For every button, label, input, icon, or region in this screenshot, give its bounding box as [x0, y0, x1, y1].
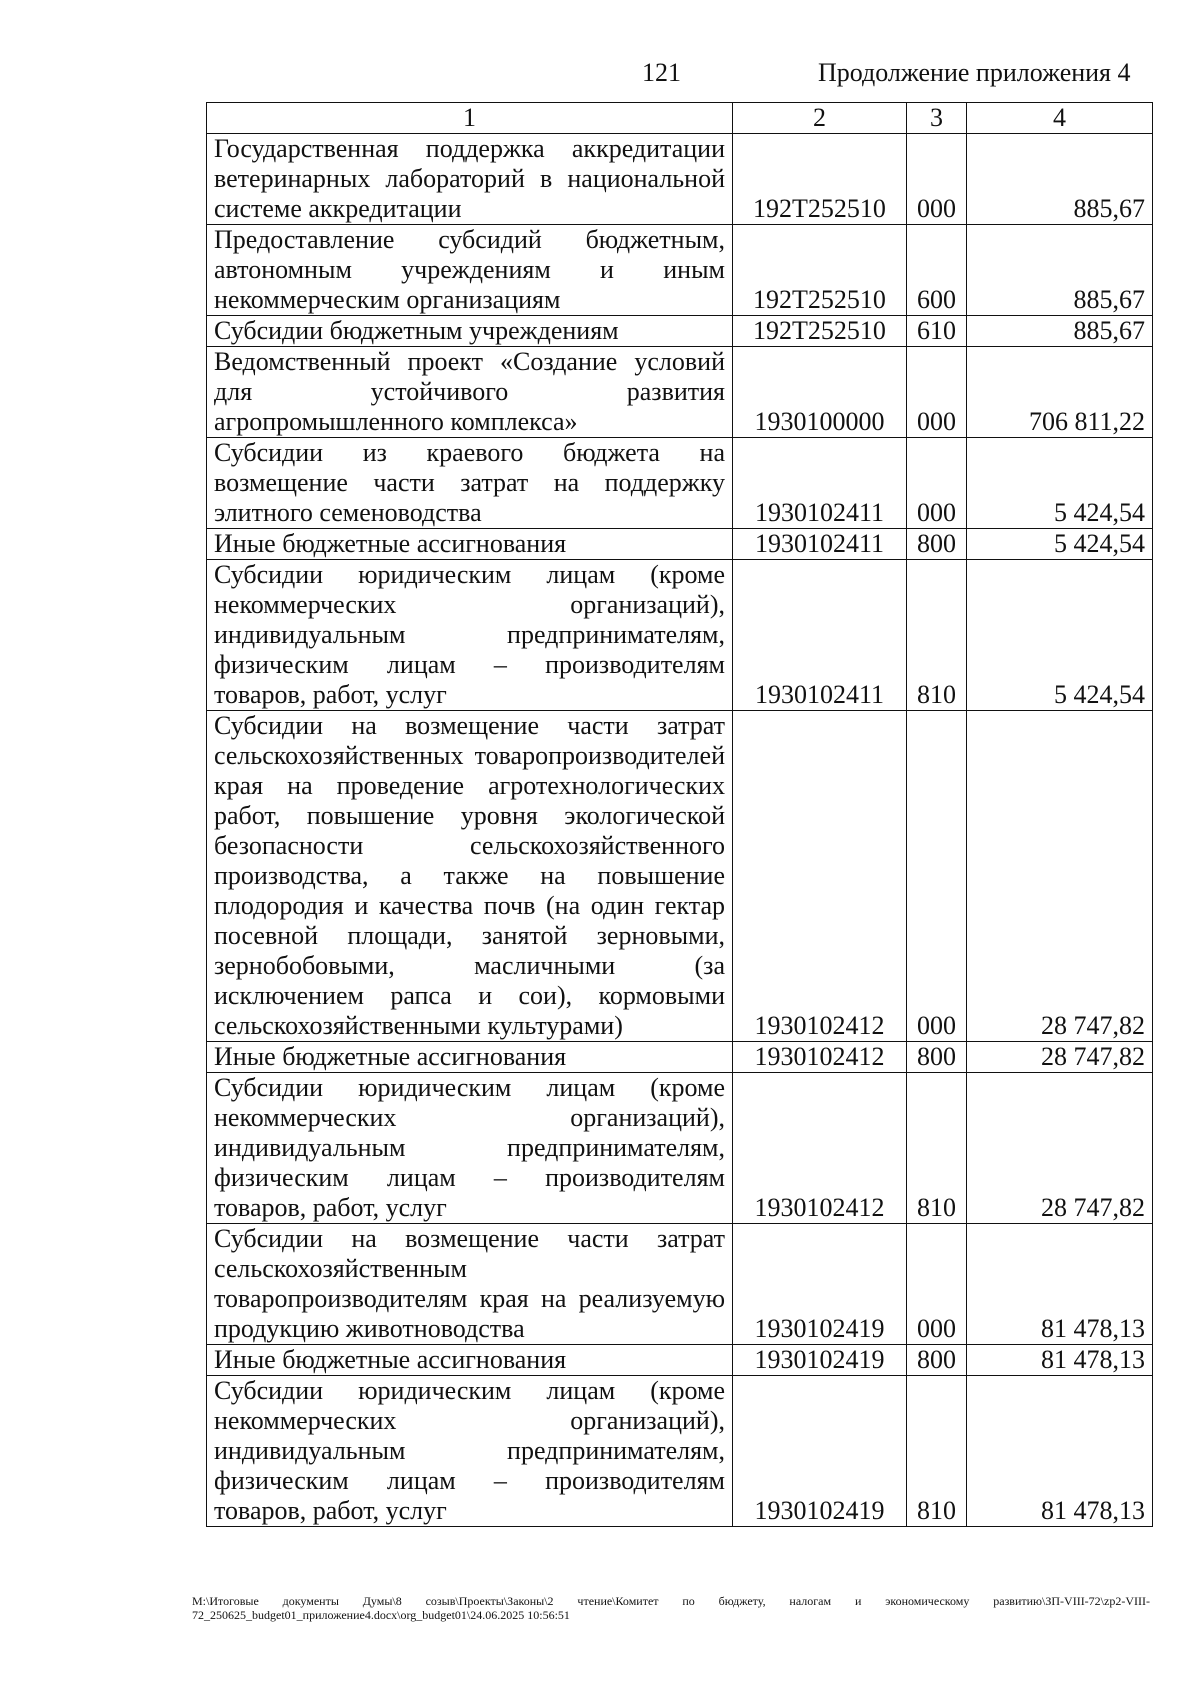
row-amount: 28 747,82	[967, 1073, 1153, 1224]
row-code: 192Т252510	[733, 134, 907, 225]
row-code: 1930102411	[733, 560, 907, 711]
table-row	[207, 529, 1153, 560]
table-row	[207, 134, 1153, 225]
row-name: Субсидии юридическим лицам (кроме некоммерческих организаций), индивидуальным предпринимателям, физическим лицам – производителям товаров, работ, услуг	[207, 1073, 733, 1224]
row-amount: 28 747,82	[967, 711, 1153, 1042]
row-kind: 000	[907, 438, 967, 529]
continuation-title: Продолжение приложения 4	[818, 58, 1131, 87]
row-kind: 600	[907, 225, 967, 316]
row-kind: 000	[907, 134, 967, 225]
row-code: 1930102412	[733, 711, 907, 1042]
row-amount: 5 424,54	[967, 438, 1153, 529]
row-kind: 810	[907, 560, 967, 711]
row-kind: 800	[907, 529, 967, 560]
budget-table	[206, 102, 1153, 1527]
row-kind: 800	[907, 1345, 967, 1376]
row-amount: 81 478,13	[967, 1376, 1153, 1527]
row-amount: 885,67	[967, 225, 1153, 316]
row-name: Предоставление субсидий бюджетным, автономным учреждениям и иным некоммерческим организациям	[207, 225, 733, 316]
row-kind: 000	[907, 347, 967, 438]
row-amount: 5 424,54	[967, 529, 1153, 560]
row-kind: 610	[907, 316, 967, 347]
table-row	[207, 316, 1153, 347]
column-header: 4	[967, 103, 1153, 134]
row-name: Иные бюджетные ассигнования	[207, 1042, 733, 1073]
row-code: 192Т252510	[733, 316, 907, 347]
row-amount: 5 424,54	[967, 560, 1153, 711]
column-header: 1	[207, 103, 733, 134]
row-amount: 706 811,22	[967, 347, 1153, 438]
row-kind: 000	[907, 711, 967, 1042]
table-row	[207, 711, 1153, 1042]
row-code: 192Т252510	[733, 225, 907, 316]
row-amount: 81 478,13	[967, 1224, 1153, 1345]
row-amount: 81 478,13	[967, 1345, 1153, 1376]
row-kind: 800	[907, 1042, 967, 1073]
row-code: 1930102411	[733, 438, 907, 529]
row-name: Иные бюджетные ассигнования	[207, 1345, 733, 1376]
row-code: 1930102419	[733, 1224, 907, 1345]
row-amount: 885,67	[967, 134, 1153, 225]
table-row	[207, 1376, 1153, 1527]
row-name: Субсидии бюджетным учреждениям	[207, 316, 733, 347]
row-kind: 000	[907, 1224, 967, 1345]
row-code: 1930102411	[733, 529, 907, 560]
table-row	[207, 1042, 1153, 1073]
table-row	[207, 225, 1153, 316]
row-kind: 810	[907, 1376, 967, 1527]
row-amount: 28 747,82	[967, 1042, 1153, 1073]
row-name: Субсидии на возмещение части затрат сельскохозяйственных товаропроизводителей края на проведение агротехнологических работ, повышение уровня экологической безопасности сельскохозяйственного производства, а также на повышение плодородия и качества почв (на один гектар посевной площади, занятой зерновыми, зернобобовыми, масличными (за исключением рапса и сои), кормовыми сельскохозяйственными культурами)	[207, 711, 733, 1042]
row-code: 1930102412	[733, 1073, 907, 1224]
row-name: Субсидии юридическим лицам (кроме некоммерческих организаций), индивидуальным предпринимателям, физическим лицам – производителям товаров, работ, услуг	[207, 1376, 733, 1527]
row-code: 1930102419	[733, 1345, 907, 1376]
file-path-footer: M:\Итоговые документы Думы\8 созыв\Проекты\Законы\2 чтение\Комитет по бюджету, налогам и экономическому развитию\ЗП-VIII-72\zp2-VIII-72_250625_budget01_приложение4.docx\org_budget01\24.06.2025 10:56:51	[192, 1594, 1150, 1622]
table-row	[207, 1224, 1153, 1345]
row-code: 1930102412	[733, 1042, 907, 1073]
row-name: Субсидии юридическим лицам (кроме некоммерческих организаций), индивидуальным предпринимателям, физическим лицам – производителям товаров, работ, услуг	[207, 560, 733, 711]
row-name: Ведомственный проект «Создание условий для устойчивого развития агропромышленного комплекса»	[207, 347, 733, 438]
row-amount: 885,67	[967, 316, 1153, 347]
row-name: Иные бюджетные ассигнования	[207, 529, 733, 560]
column-header: 2	[733, 103, 907, 134]
column-header: 3	[907, 103, 967, 134]
row-code: 1930102419	[733, 1376, 907, 1527]
row-kind: 810	[907, 1073, 967, 1224]
table-row	[207, 560, 1153, 711]
table-row	[207, 347, 1153, 438]
row-name: Субсидии из краевого бюджета на возмещение части затрат на поддержку элитного семеноводства	[207, 438, 733, 529]
table-row	[207, 1073, 1153, 1224]
table-header-row	[207, 103, 1153, 134]
table-row	[207, 438, 1153, 529]
row-code: 1930100000	[733, 347, 907, 438]
table-row	[207, 1345, 1153, 1376]
page-number: 121	[642, 58, 681, 87]
row-name: Субсидии на возмещение части затрат сельскохозяйственным товаропроизводителям края на реализуемую продукцию животноводства	[207, 1224, 733, 1345]
row-name: Государственная поддержка аккредитации ветеринарных лабораторий в национальной системе аккредитации	[207, 134, 733, 225]
